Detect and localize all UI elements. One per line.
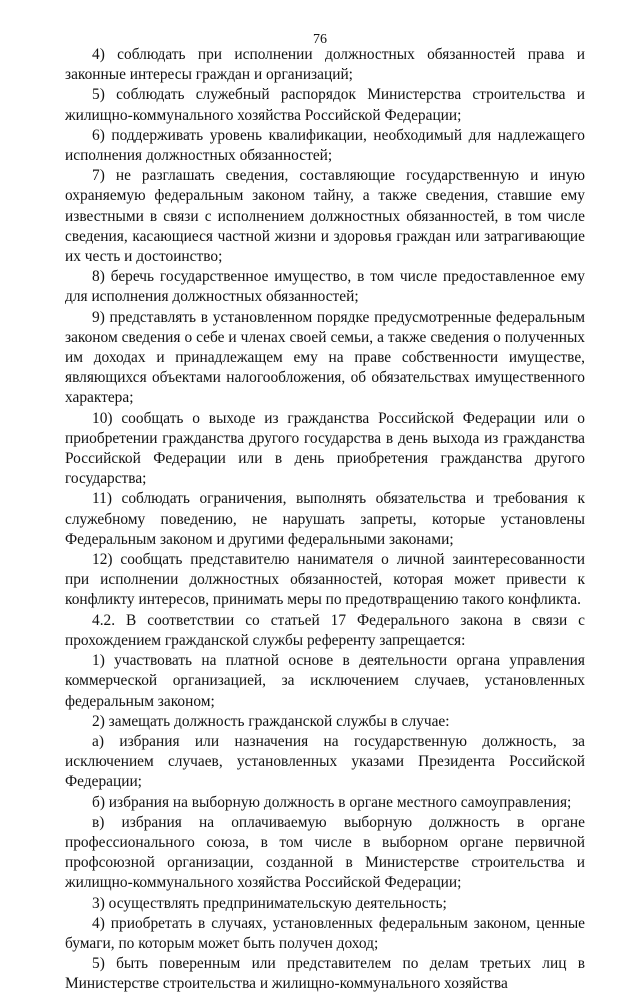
- paragraph-prohibition-2b: б) избрания на выборную должность в органе местного самоуправления;: [92, 793, 572, 811]
- paragraph-duty-10: 10) сообщать о выходе из гражданства Российской Федерации или о приобретении гражданства другого государства в день выхода из гражданства Российской Федерации или в день приобретения гражданства другого государства;: [65, 409, 585, 488]
- paragraph-prohibition-1: 1) участвовать на платной основе в деятельности органа управления коммерческой организацией, за исключением случаев, установленных федеральным законом;: [65, 652, 585, 710]
- paragraph-duty-9: 9) представлять в установленном порядке предусмотренные федеральным законом сведения о себе и членах своей семьи, а также сведения о полученных им доходах и принадлежащем ему на праве собственности имуществе, являющихся объектами налогообложения, об обязательствах имущественного характера;: [65, 308, 585, 407]
- paragraph-prohibition-5: 5) быть поверенным или представителем по делам третьих лиц в Министерстве строительства и жилищно-коммунального хозяйства: [65, 955, 585, 993]
- paragraph-duty-5: 5) соблюдать служебный распорядок Министерства строительства и жилищно-коммунального хозяйства Российской Федерации;: [65, 86, 585, 124]
- paragraph-duty-12: 12) сообщать представителю нанимателя о личной заинтересованности при исполнении должностных обязанностей, которая может привести к конфликту интересов, принимать меры по предотвращению такого конфликта.: [65, 551, 585, 609]
- page-number: 76: [313, 32, 327, 47]
- paragraph-prohibition-2a: а) избрания или назначения на государственную должность, за исключением случаев, установленных указами Президента Российской Федерации;: [65, 732, 585, 791]
- paragraph-duty-4: 4) соблюдать при исполнении должностных обязанностей права и законные интересы граждан и организаций;: [65, 46, 585, 84]
- document-body: [65, 45, 585, 995]
- paragraph-duty-8: 8) беречь государственное имущество, в том числе предоставленное ему для исполнения должностных обязанностей;: [65, 268, 585, 306]
- paragraph-prohibition-4: 4) приобретать в случаях, установленных федеральным законом, ценные бумаги, по которым может быть получен доход;: [65, 914, 585, 952]
- paragraph-prohibition-2v: в) избрания на оплачиваемую выборную должность в органе профессионального союза, в том числе в выборном органе первичной профсоюзной организации, созданной в Министерстве строительства и жилищно-коммунального хозяйства Российской Федерации;: [65, 813, 585, 892]
- paragraph-duty-6: 6) поддерживать уровень квалификации, необходимый для надлежащего исполнения должностных обязанностей;: [65, 126, 585, 165]
- paragraph-duty-11: 11) соблюдать ограничения, выполнять обязательства и требования к служебному поведению, не нарушать запреты, которые установлены Федеральным законом и другими федеральными законами;: [65, 490, 585, 548]
- paragraph-section-4-2: 4.2. В соответствии со статьей 17 Федерального закона в связи с прохождением гражданской службы референту запрещается:: [65, 611, 585, 649]
- paragraph-prohibition-2: 2) замещать должность гражданской службы в случае:: [92, 712, 450, 730]
- paragraph-prohibition-3: 3) осуществлять предпринимательскую деятельность;: [92, 894, 447, 912]
- paragraph-duty-7: 7) не разглашать сведения, составляющие государственную и иную охраняемую федеральным законом тайну, а также сведения, ставшие ему известными в связи с исполнением должностных обязанностей, в том числе сведения, касающиеся частной жизни и здоровья граждан или затрагивающие их честь и достоинство;: [65, 167, 585, 266]
